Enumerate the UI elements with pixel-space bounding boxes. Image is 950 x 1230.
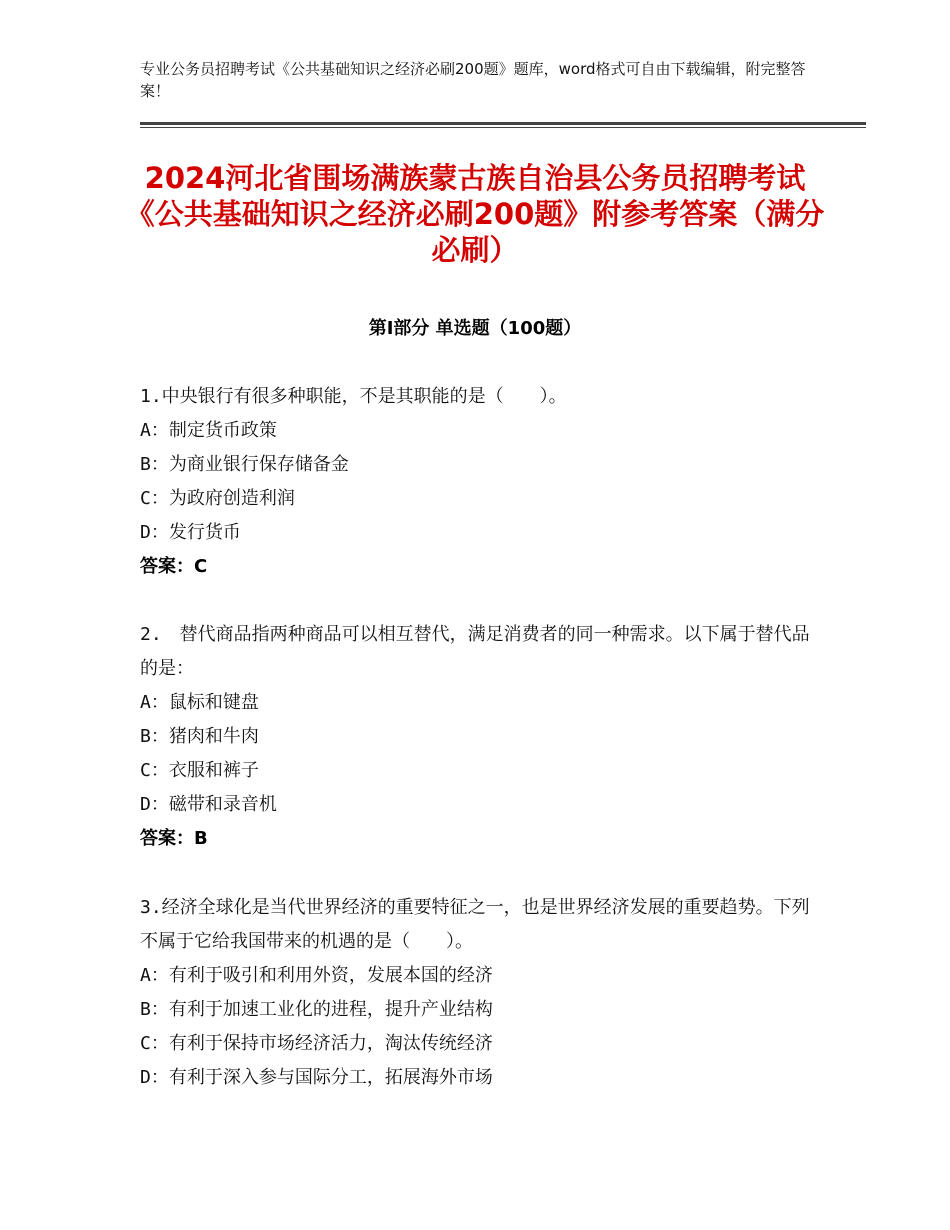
option-b: B：猪肉和牛肉 <box>140 726 259 747</box>
document-title: 2024河北省围场满族蒙古族自治县公务员招聘考试《公共基础知识之经济必刷200题》附参考答案（满分必刷） <box>125 161 825 267</box>
header-divider-thick <box>140 122 866 125</box>
answer-line: 答案：C <box>140 556 208 577</box>
option-c: C：有利于保持市场经济活力，淘汰传统经济 <box>140 1033 493 1054</box>
option-d: D：发行货币 <box>140 522 241 543</box>
section-heading: 第Ⅰ部分 单选题（100题） <box>368 318 582 339</box>
question-1 <box>140 380 820 584</box>
option-c: C：为政府创造利润 <box>140 488 295 509</box>
option-d: D：磁带和录音机 <box>140 794 277 815</box>
question-3 <box>140 891 820 1095</box>
option-a: A：有利于吸引和利用外资，发展本国的经济 <box>140 965 493 986</box>
option-d: D：有利于深入参与国际分工，拓展海外市场 <box>140 1067 493 1088</box>
question-stem: 1.中央银行有很多种职能，不是其职能的是（ ）。 <box>140 386 567 407</box>
option-c: C：衣服和裤子 <box>140 760 259 781</box>
option-b: B：为商业银行保存储备金 <box>140 454 349 475</box>
question-stem: 3.经济全球化是当代世界经济的重要特征之一，也是世界经济发展的重要趋势。下列不属于它给我国带来的机遇的是（ ）。 <box>140 897 810 952</box>
header-divider-thin <box>140 127 866 128</box>
answer-line: 答案：B <box>140 828 208 849</box>
question-2 <box>140 618 820 856</box>
question-stem: 2. 替代商品指两种商品可以相互替代，满足消费者的同一种需求。以下属于替代品的是： <box>140 624 810 679</box>
option-a: A：制定货币政策 <box>140 420 277 441</box>
header-note: 专业公务员招聘考试《公共基础知识之经济必刷200题》题库，word格式可自由下载编辑，附完整答案！ <box>140 60 806 100</box>
option-a: A：鼠标和键盘 <box>140 692 259 713</box>
option-b: B：有利于加速工业化的进程，提升产业结构 <box>140 999 493 1020</box>
